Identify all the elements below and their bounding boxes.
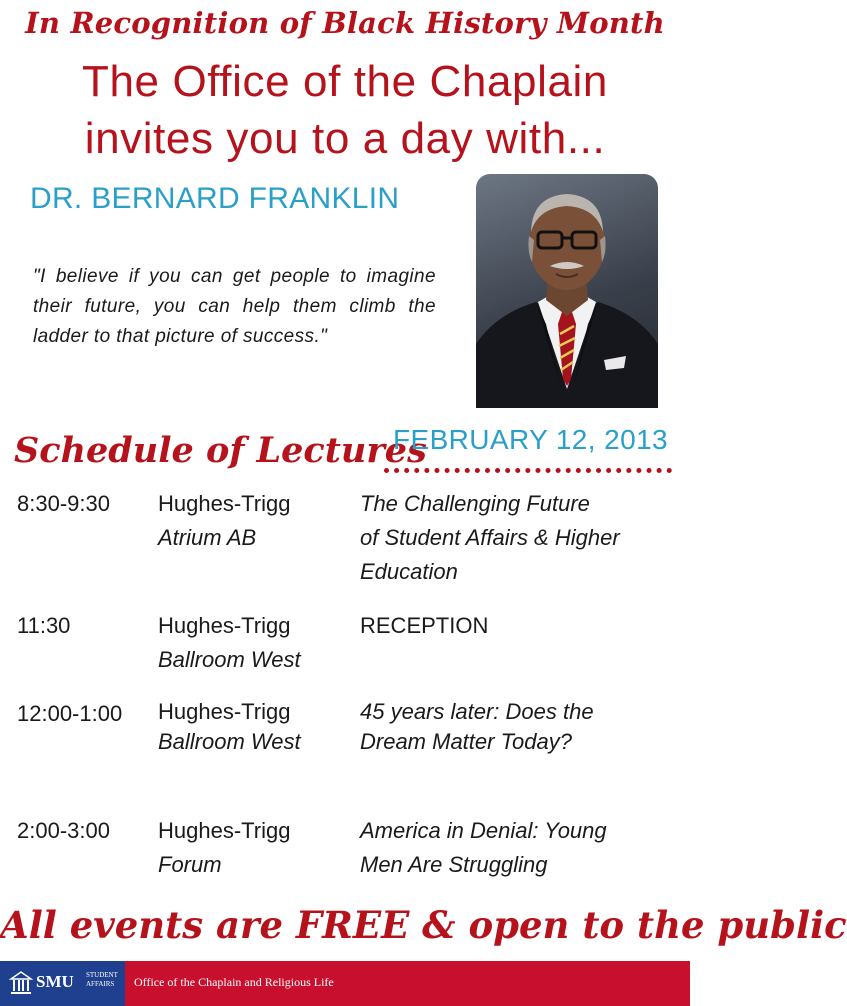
- schedule-title: Schedule of Lectures: [14, 430, 427, 471]
- location-room: Ballroom West: [158, 729, 301, 754]
- smu-logo-text: SMU: [36, 972, 74, 991]
- location-building: Hughes-Trigg: [158, 613, 291, 638]
- title-line: Education: [360, 559, 458, 584]
- title-line: Men Are Struggling: [360, 852, 548, 877]
- session-location: [158, 697, 301, 757]
- recognition-heading: In Recognition of Black History Month: [25, 6, 665, 40]
- title-line: 45 years later: Does the: [360, 699, 594, 724]
- location-room: Forum: [158, 852, 222, 877]
- logo-sub-line: STUDENT: [86, 971, 118, 979]
- session-location: [158, 487, 290, 555]
- logo-sub-line: AFFAIRS: [86, 980, 115, 988]
- session-time: 11:30: [17, 613, 71, 638]
- footer-office-name: Office of the Chaplain and Religious Life: [134, 975, 334, 989]
- student-affairs-label: [86, 971, 118, 989]
- location-building: Hughes-Trigg: [158, 491, 291, 516]
- event-date: FEBRUARY 12, 2013: [393, 424, 669, 455]
- speaker-name: DR. BERNARD FRANKLIN: [30, 182, 400, 215]
- session-time: 2:00-3:00: [17, 818, 110, 843]
- session-title: [360, 487, 680, 589]
- location-room: Atrium AB: [158, 525, 257, 550]
- speaker-quote: "I believe if you can get people to imagine their future, you can help them climb the ladder to that picture of success.": [33, 266, 436, 347]
- location-room: Ballroom West: [158, 647, 301, 672]
- title-line: The Challenging Future: [360, 491, 590, 516]
- session-location: [158, 609, 301, 677]
- portrait-illustration: [476, 174, 658, 408]
- session-title: [360, 609, 680, 643]
- title-line: Dream Matter Today?: [360, 729, 572, 754]
- session-location: [158, 814, 290, 882]
- title-line: America in Denial: Young: [360, 818, 607, 843]
- location-building: Hughes-Trigg: [158, 699, 291, 724]
- title-line: of Student Affairs & Higher: [360, 525, 620, 550]
- invite-heading: invites you to a day with...: [84, 114, 606, 163]
- free-events-tagline: All events are FREE & open to the public: [0, 903, 847, 947]
- office-heading: The Office of the Chaplain: [82, 57, 608, 106]
- session-time: 12:00-1:00: [17, 701, 123, 726]
- speaker-photo: [476, 174, 658, 408]
- smu-seal-icon: [9, 969, 33, 997]
- session-time: 8:30-9:30: [17, 491, 110, 516]
- location-building: Hughes-Trigg: [158, 818, 291, 843]
- session-title: [360, 814, 680, 882]
- title-line: RECEPTION: [360, 613, 489, 638]
- session-title: [360, 697, 680, 757]
